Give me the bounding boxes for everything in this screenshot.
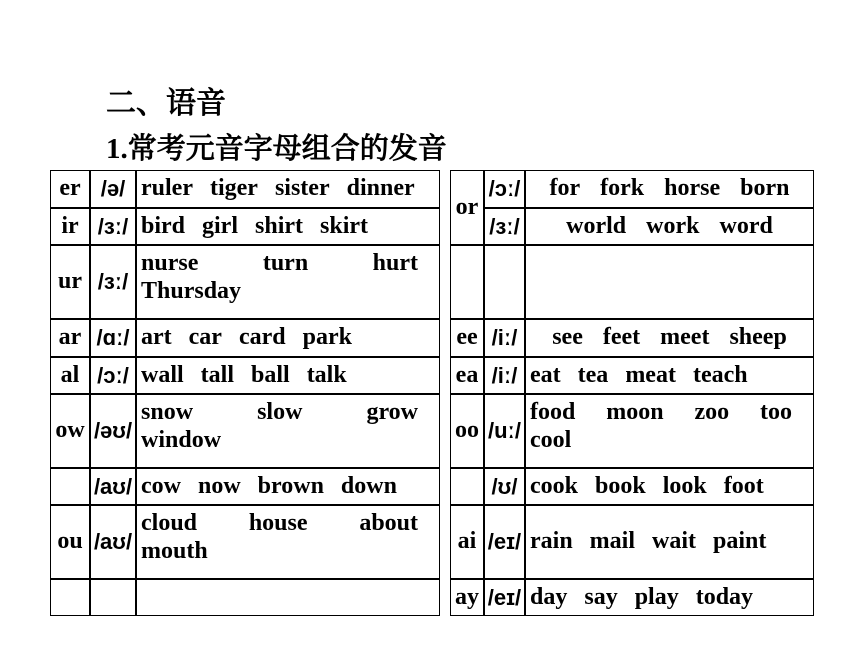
example-word: dinner — [346, 175, 415, 202]
cell-text: ou — [57, 528, 83, 555]
example-word: cool — [530, 426, 572, 453]
example-word: now — [197, 472, 241, 499]
cell-text: /aʊ/ — [93, 529, 133, 555]
example-word: day — [530, 583, 568, 610]
example-word: mail — [589, 528, 635, 555]
phonetic-cell — [90, 505, 136, 579]
phonetic-cell — [484, 208, 525, 245]
example-word: play — [634, 583, 679, 610]
letter-combination-cell — [50, 505, 90, 579]
example-word: food — [530, 399, 576, 425]
cell-text: ea — [455, 361, 479, 388]
letter-combination-cell — [50, 357, 90, 394]
example-word: eat — [530, 361, 561, 388]
phonetic-cell — [484, 505, 525, 579]
example-words-cell — [525, 245, 814, 319]
example-word: sister — [274, 175, 330, 202]
phonetic-cell — [90, 579, 136, 616]
letter-combination-cell — [450, 245, 484, 319]
example-word: ball — [251, 361, 290, 388]
example-word: mouth — [141, 537, 208, 564]
letter-combination-cell — [450, 357, 484, 394]
cell-text: /aʊ/ — [93, 473, 133, 499]
phonetic-cell — [90, 245, 136, 319]
cell-text: /ɜː/ — [489, 213, 520, 239]
cell-text: ay — [455, 583, 479, 610]
example-word: park — [302, 324, 352, 351]
example-word: tall — [200, 361, 234, 388]
letter-combination-cell — [50, 208, 90, 245]
example-words-cell — [525, 468, 814, 505]
cell-text: /ɑː/ — [96, 325, 130, 351]
example-word: meat — [625, 361, 676, 388]
example-word: grow — [366, 399, 418, 425]
cell-text: ow — [55, 417, 85, 444]
example-word: world — [566, 212, 627, 239]
example-word: say — [584, 583, 618, 610]
section-title: 二、语音 — [106, 86, 226, 121]
example-word: ruler — [141, 175, 193, 202]
example-word: wall — [141, 361, 184, 388]
example-words-cell — [525, 505, 814, 579]
example-word: zoo — [694, 399, 730, 425]
cell-text: /ɔː/ — [97, 362, 129, 388]
phonetic-cell — [484, 394, 525, 468]
cell-text: /iː/ — [491, 325, 518, 351]
example-word: moon — [606, 399, 664, 425]
cell-text: ur — [58, 268, 82, 295]
example-words-cell — [136, 208, 440, 245]
example-word: see — [552, 324, 583, 351]
example-word: horse — [664, 175, 721, 202]
phonetic-cell — [484, 170, 525, 208]
example-words-cell — [136, 505, 440, 579]
example-word: art — [141, 324, 172, 351]
cell-text: /eɪ/ — [487, 529, 522, 555]
example-word: rain — [530, 528, 573, 555]
phonetic-cell — [484, 245, 525, 319]
example-word: about — [359, 510, 419, 536]
example-words-cell — [136, 579, 440, 616]
phonetic-cell — [90, 357, 136, 394]
example-word: house — [248, 510, 308, 536]
phonetic-cell — [90, 394, 136, 468]
example-word: sheep — [729, 324, 787, 351]
example-word: cow — [141, 472, 181, 499]
cell-text: /ə/ — [100, 176, 126, 202]
example-word: tiger — [209, 175, 258, 202]
cell-text: /ɔː/ — [488, 176, 521, 202]
example-word: cook — [530, 472, 578, 499]
example-word: fork — [600, 175, 645, 202]
example-word: teach — [692, 361, 748, 388]
example-word: for — [549, 175, 581, 202]
cell-text: ir — [61, 212, 79, 239]
example-word: down — [340, 472, 397, 499]
cell-text: /ʊ/ — [491, 473, 518, 499]
example-word: feet — [602, 324, 641, 351]
example-word: hurt — [372, 250, 418, 276]
letter-combination-cell — [50, 319, 90, 357]
letter-combination-cell — [50, 468, 90, 505]
letter-combination-cell — [450, 394, 484, 468]
example-words-cell — [525, 208, 814, 245]
example-word: tea — [577, 361, 609, 388]
phonetic-cell — [484, 579, 525, 616]
example-word: turn — [262, 250, 309, 276]
cell-text: /ɜː/ — [97, 269, 129, 295]
cell-text: /iː/ — [491, 362, 518, 388]
letter-combination-cell — [450, 468, 484, 505]
example-words-cell — [525, 319, 814, 357]
example-words-cell — [525, 170, 814, 208]
example-word: card — [238, 324, 286, 351]
cell-text: /əʊ/ — [93, 418, 133, 444]
example-words-cell — [525, 357, 814, 394]
letter-combination-cell — [50, 170, 90, 208]
example-words-cell — [136, 357, 440, 394]
phonetic-cell — [90, 468, 136, 505]
example-word: today — [695, 583, 754, 610]
cell-text: ai — [457, 528, 477, 555]
example-words-cell — [136, 394, 440, 468]
letter-combination-cell — [450, 319, 484, 357]
phonetic-cell — [90, 170, 136, 208]
letter-combination-cell — [450, 170, 484, 245]
example-word: brown — [257, 472, 324, 499]
cell-text: /ɜː/ — [97, 213, 129, 239]
example-words-cell — [136, 468, 440, 505]
example-word: skirt — [320, 212, 369, 239]
phonetic-cell — [90, 319, 136, 357]
letter-combination-cell — [50, 579, 90, 616]
phonetic-cell — [484, 357, 525, 394]
example-word: nurse — [141, 250, 199, 276]
example-word: foot — [723, 472, 764, 499]
example-word: word — [719, 212, 773, 239]
example-word: cloud — [141, 510, 198, 536]
example-word: too — [760, 399, 793, 425]
phonetic-cell — [484, 468, 525, 505]
subsection-title: 1.常考元音字母组合的发音 — [106, 133, 447, 165]
cell-text: or — [455, 193, 479, 220]
example-word: meet — [660, 324, 710, 351]
phonetic-cell — [90, 208, 136, 245]
example-word: bird — [141, 212, 186, 239]
letter-combination-cell — [450, 505, 484, 579]
example-words-cell — [136, 319, 440, 357]
example-words-cell — [136, 245, 440, 319]
cell-text: /uː/ — [488, 418, 521, 444]
example-word: shirt — [255, 212, 304, 239]
example-word: wait — [652, 528, 696, 555]
cell-text: al — [60, 361, 80, 388]
example-word: window — [141, 426, 222, 453]
example-word: paint — [713, 528, 767, 555]
cell-text: ar — [58, 324, 82, 351]
cell-text: /eɪ/ — [487, 584, 522, 610]
cell-text: oo — [455, 417, 479, 444]
cell-text: er — [59, 175, 81, 202]
example-word: work — [646, 212, 700, 239]
example-words-cell — [136, 170, 440, 208]
example-word: book — [595, 472, 646, 499]
phonetic-cell — [484, 319, 525, 357]
example-word: talk — [306, 361, 347, 388]
example-word: slow — [257, 399, 303, 425]
example-words-cell — [525, 579, 814, 616]
letter-combination-cell — [50, 394, 90, 468]
example-word: born — [740, 175, 790, 202]
example-words-cell — [525, 394, 814, 468]
example-word: Thursday — [141, 277, 242, 304]
cell-text: ee — [456, 324, 478, 351]
letter-combination-cell — [50, 245, 90, 319]
letter-combination-cell — [450, 579, 484, 616]
example-word: look — [662, 472, 707, 499]
example-word: car — [188, 324, 222, 351]
example-word: snow — [141, 399, 194, 425]
example-word: girl — [202, 212, 239, 239]
